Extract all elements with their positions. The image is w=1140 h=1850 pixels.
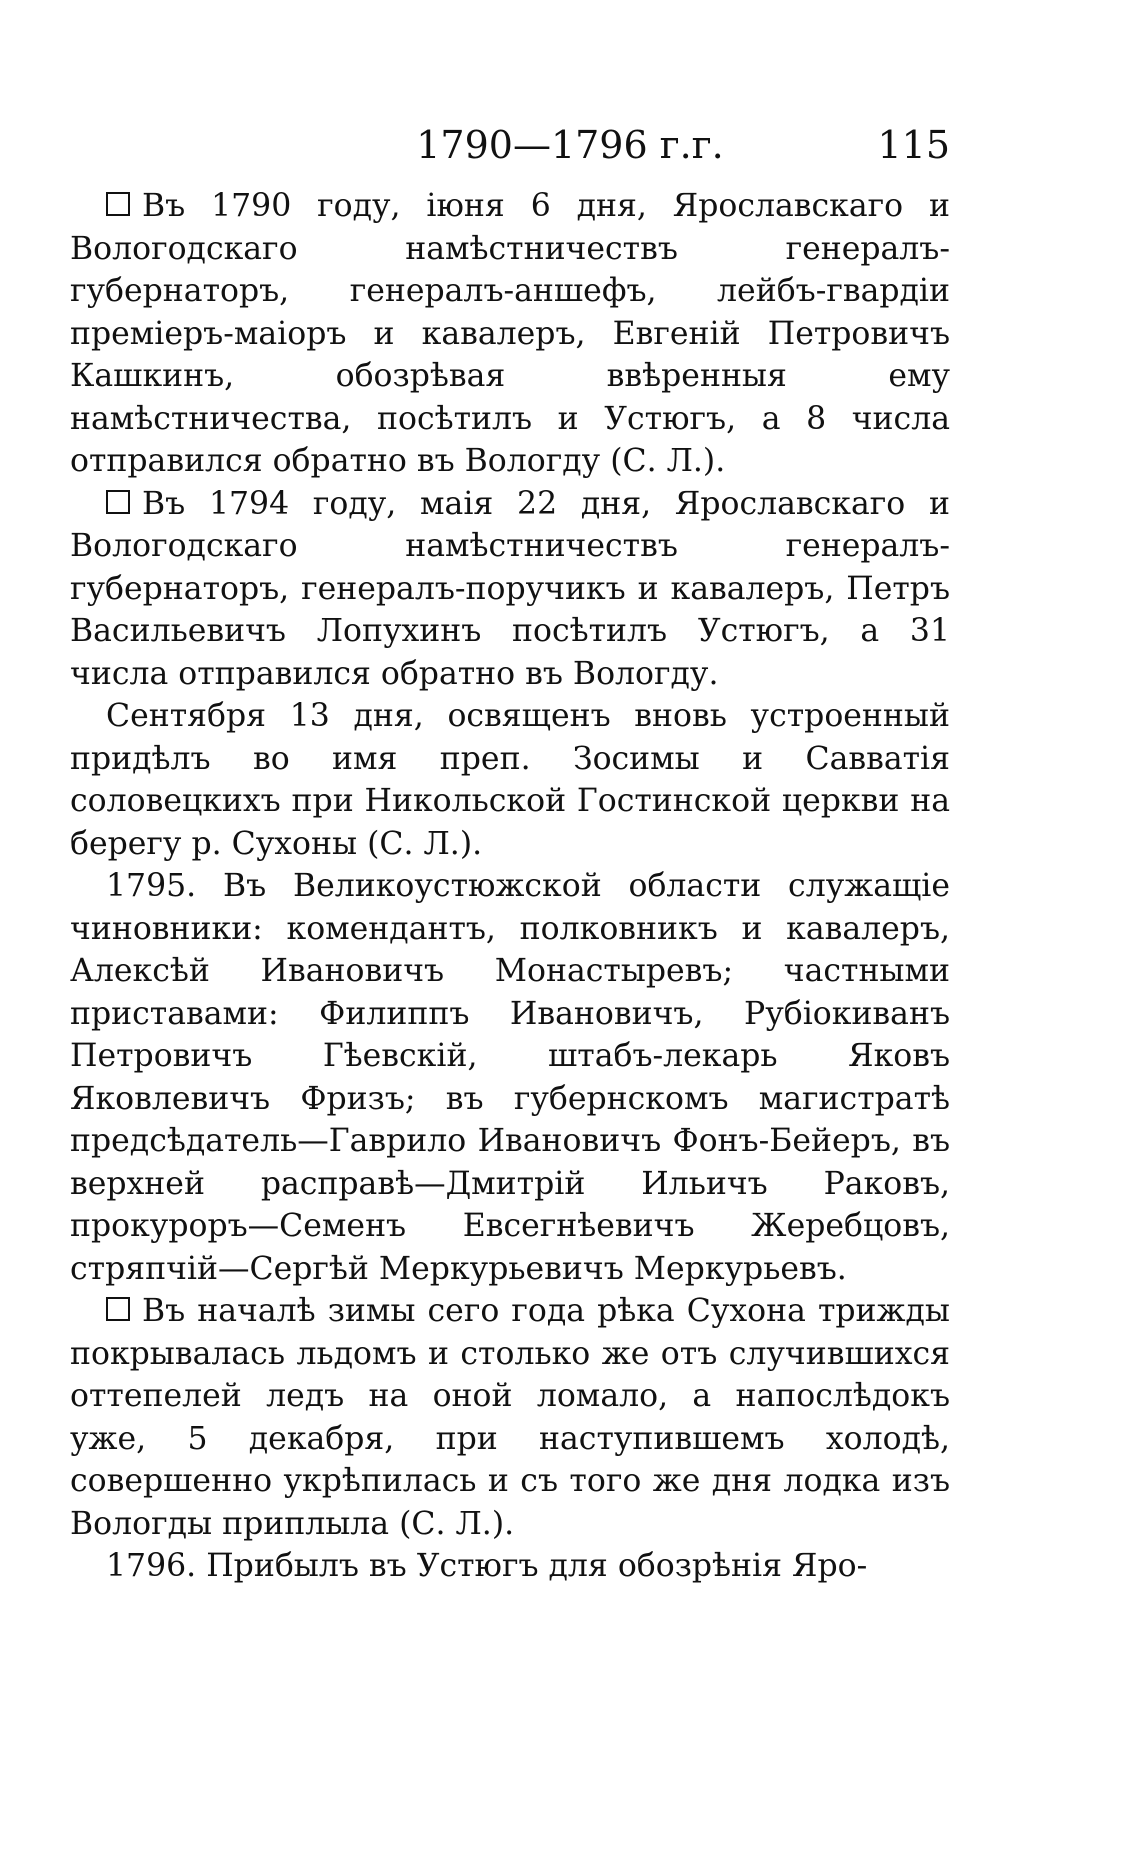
paragraph-text: Въ 1790 году, іюня 6 дня, Ярославскаго и Вологодскаго намѣстничествъ генералъ-губернаторъ, генералъ-аншефъ, лейбъ-гвардіи преміеръ-маіоръ и кавалеръ, Евгеній Петровичъ Кашкинъ, обозрѣвая ввѣренныя ему намѣстничества, посѣтилъ и Устюгъ, а 8 числа отправился обратно въ Вологду (С. Л.). (70, 188, 950, 479)
paragraph-text: Въ началѣ зимы сего года рѣка Сухона трижды покрывалась льдомъ и столько же отъ случившихся оттепелей ледъ на оной ломало, а напослѣдокъ уже, 5 декабря, при наступившемъ холодѣ, совершенно укрѣпилась и съ того же дня лодка изъ Вологды приплыла (С. Л.). (70, 1293, 950, 1542)
paragraph-1796 (70, 1545, 950, 1588)
square-marker-icon (106, 490, 130, 514)
running-title: 1790—1796 г.г. (416, 123, 724, 167)
paragraph-1795 (70, 865, 950, 1290)
page-header (0, 120, 1140, 180)
paragraph-1794 (70, 483, 950, 696)
paragraph-text: Въ 1794 году, маія 22 дня, Ярославскаго и Вологодскаго намѣстничествъ генералъ-губернаторъ, генералъ-поручикъ и кавалеръ, Петръ Васильевичъ Лопухинъ посѣтилъ Устюгъ, а 31 числа отправился обратно въ Вологду. (70, 485, 950, 692)
paragraph-text: 1796. Прибылъ въ Устюгъ для обозрѣнія Яро- (106, 1548, 868, 1584)
paragraph-winter (70, 1290, 950, 1545)
square-marker-icon (106, 192, 130, 216)
paragraph-1790 (70, 185, 950, 483)
paragraph-text: 1795. Въ Великоустюжской области служащіе чиновники: комендантъ, полковникъ и кавалеръ, Алексѣй Ивановичъ Монастыревъ; частными приставами: Филиппъ Ивановичъ, Рубіокиванъ Петровичъ Гѣевскій, штабъ-лекарь Яковъ Яковлевичъ Фризъ; въ губернскомъ магистратѣ предсѣдатель—Гаврило Ивановичъ Фонъ-Бейеръ, въ верхней расправѣ—Дмитрій Ильичъ Раковъ, прокуроръ—Семенъ Евсегнѣевичъ Жеребцовъ, стряпчій—Сергѣй Меркурьевичъ Меркурьевъ. (70, 868, 950, 1287)
square-marker-icon (106, 1297, 130, 1321)
paragraph-text: Сентября 13 дня, освященъ вновь устроенный придѣлъ во имя преп. Зосимы и Савватія соловецкихъ при Никольской Гостинской церкви на берегу р. Сухоны (С. Л.). (70, 698, 950, 862)
body-text (70, 185, 950, 1588)
page-number: 115 (877, 123, 950, 167)
paragraph-september (70, 695, 950, 865)
